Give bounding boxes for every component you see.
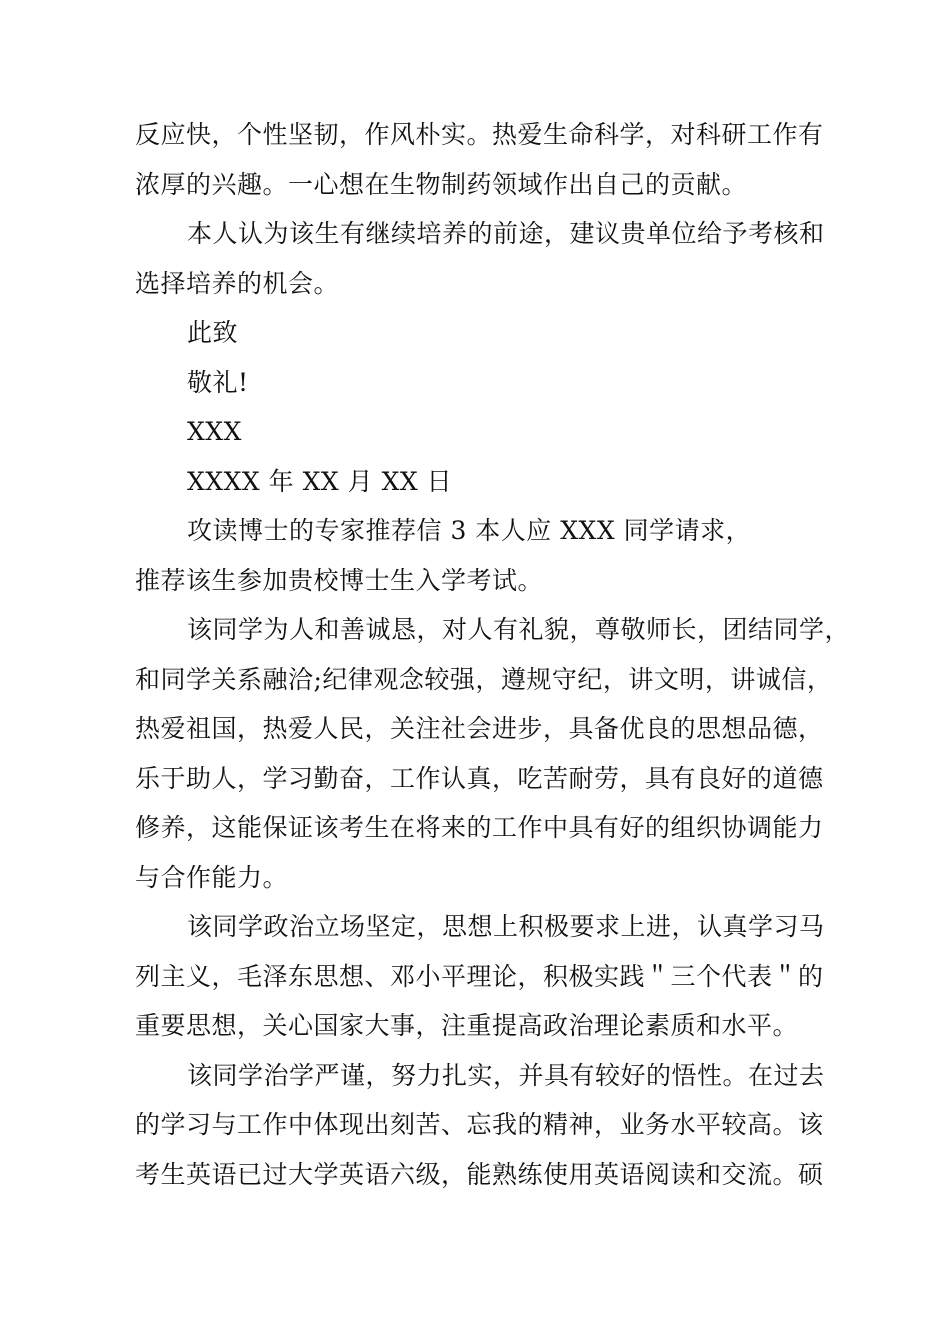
text-line-17: 该同学政治立场坚定，思想上积极要求上进，认真学习马 <box>187 912 825 941</box>
closing-regards: 敬礼! <box>187 367 249 397</box>
text-line-10: 推荐该生参加贵校博士生入学考试。 <box>135 565 544 595</box>
text-line-21: 的学习与工作中体现出刻苦、忘我的精神，业务水平较高。该 <box>135 1110 824 1139</box>
text-line-2: 浓厚的兴趣。一心想在生物制药领域作出自己的贡献。 <box>135 169 748 199</box>
text-line-11: 该同学为人和善诚恳，对人有礼貌，尊敬师长，团结同学， <box>187 615 851 644</box>
text-line-1: 反应快，个性坚韧，作风朴实。热爱生命科学，对科研工作有 <box>135 120 824 149</box>
text-line-19: 重要思想，关心国家大事，注重提高政治理论素质和水平。 <box>135 1011 799 1040</box>
signature-name: XXX <box>187 417 242 446</box>
text-line-22: 考生英语已过大学英语六级，能熟练使用英语阅读和交流。硕 <box>135 1159 824 1189</box>
text-line-15: 修养，这能保证该考生在将来的工作中具有好的组织协调能力 <box>135 813 824 842</box>
text-line-9: 攻读博士的专家推荐信 3 本人应 XXX 同学请求， <box>187 516 752 545</box>
text-line-20: 该同学治学严谨，努力扎实，并具有较好的悟性。在过去 <box>187 1060 825 1090</box>
text-line-3: 本人认为该生有继续培养的前途，建议贵单位给予考核和 <box>187 219 825 248</box>
letter-body <box>135 110 851 1199</box>
text-line-4: 选择培养的机会。 <box>135 268 340 298</box>
text-line-12: 和同学关系融洽;纪律观念较强，遵规守纪，讲文明，讲诚信， <box>135 664 833 694</box>
closing-salutation: 此致 <box>187 318 239 347</box>
text-line-14: 乐于助人，学习勤奋，工作认真，吃苦耐劳，具有良好的道德 <box>135 763 824 793</box>
text-line-13: 热爱祖国，热爱人民，关注社会进步，具备优良的思想品德， <box>135 714 824 743</box>
signature-date: XXXX 年 XX 月 XX 日 <box>187 466 453 496</box>
text-line-18: 列主义，毛泽东思想、邓小平理论，积极实践＂三个代表＂的 <box>135 961 824 991</box>
text-line-16: 与合作能力。 <box>135 862 289 892</box>
